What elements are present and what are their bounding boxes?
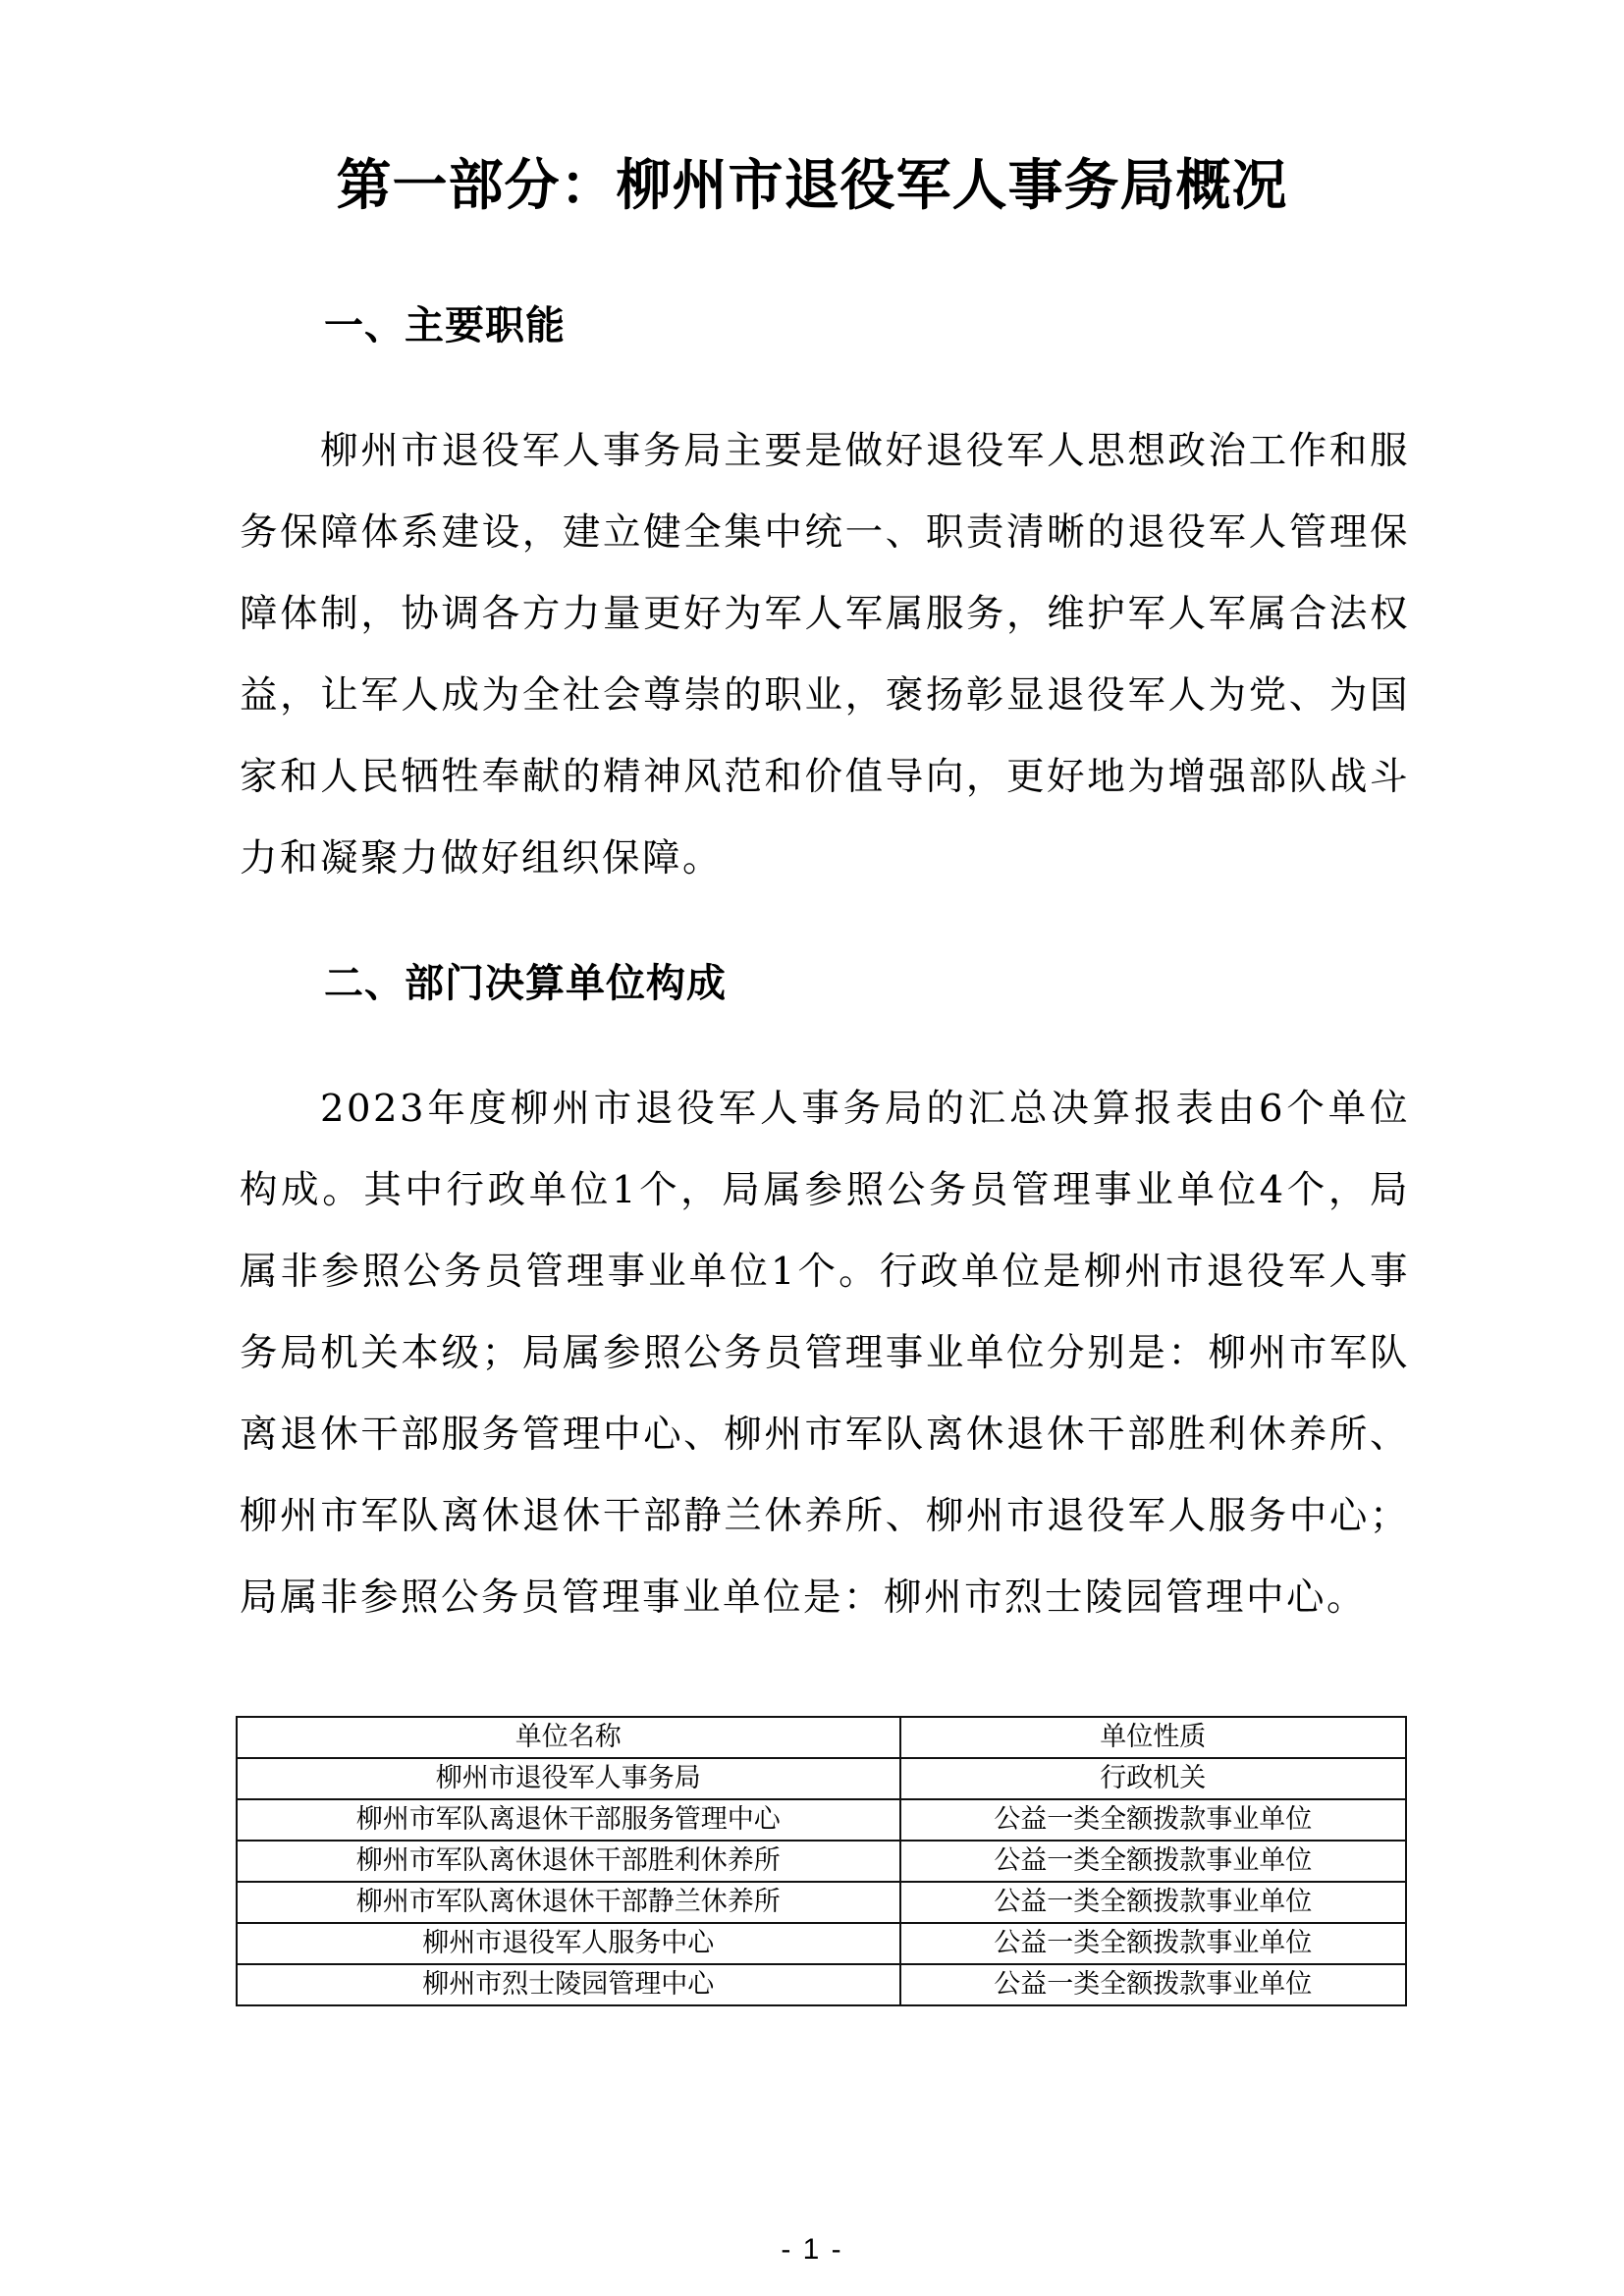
unit-type-cell: 公益一类全额拨款事业单位 (900, 1799, 1406, 1841)
table-row (237, 1923, 1406, 1964)
table-row (237, 1882, 1406, 1923)
unit-type-cell: 公益一类全额拨款事业单位 (900, 1964, 1406, 2005)
unit-composition-table (236, 1716, 1407, 2006)
main-functions-paragraph (240, 410, 1410, 899)
unit-composition-paragraph (240, 1068, 1410, 1638)
unit-type-cell: 公益一类全额拨款事业单位 (900, 1923, 1406, 1964)
unit-type-cell: 公益一类全额拨款事业单位 (900, 1882, 1406, 1923)
table-header-row (237, 1717, 1406, 1758)
table-row (237, 1799, 1406, 1841)
unit-type-cell: 公益一类全额拨款事业单位 (900, 1841, 1406, 1882)
page-title: 第一部分：柳州市退役军人事务局概况 (336, 154, 1288, 218)
table-row (237, 1841, 1406, 1882)
table-row (237, 1964, 1406, 2005)
unit-name-cell: 柳州市退役军人事务局 (237, 1758, 900, 1799)
unit-name-cell: 柳州市军队离休退休干部胜利休养所 (237, 1841, 900, 1882)
column-header-unit-type: 单位性质 (900, 1717, 1406, 1758)
table-row (237, 1758, 1406, 1799)
unit-name-cell: 柳州市军队离休退休干部静兰休养所 (237, 1882, 900, 1923)
unit-name-cell: 柳州市烈士陵园管理中心 (237, 1964, 900, 2005)
unit-composition-text: 2023年度柳州市退役军人事务局的汇总决算报表由6个单位构成。其中行政单位1个，局属参照公务员管理事业单位4个，局属非参照公务员管理事业单位1个。行政单位是柳州市退役军人事务局机关本级；局属参照公务员管理事业单位分别是：柳州市军队离退休干部服务管理中心、柳州市军队离休退休干部胜利休养所、柳州市军队离休退休干部静兰休养所、柳州市退役军人服务中心；局属非参照公务员管理事业单位是：柳州市烈士陵园管理中心。 (240, 1087, 1410, 1620)
main-functions-text: 柳州市退役军人事务局主要是做好退役军人思想政治工作和服务保障体系建设，建立健全集中统一、职责清晰的退役军人管理保障体制，协调各方力量更好为军人军属服务，维护军人军属合法权益，让军人成为全社会尊崇的职业，褒扬彰显退役军人为党、为国家和人民牺牲奉献的精神风范和价值导向，更好地为增强部队战斗力和凝聚力做好组织保障。 (240, 429, 1410, 881)
unit-type-cell: 行政机关 (900, 1758, 1406, 1799)
section-heading-main-functions: 一、主要职能 (324, 303, 566, 348)
unit-name-cell: 柳州市军队离退休干部服务管理中心 (237, 1799, 900, 1841)
page-number: - 1 - (781, 2233, 843, 2266)
unit-name-cell: 柳州市退役军人服务中心 (237, 1923, 900, 1964)
column-header-unit-name: 单位名称 (237, 1717, 900, 1758)
section-heading-unit-composition: 二、部门决算单位构成 (324, 961, 727, 1006)
